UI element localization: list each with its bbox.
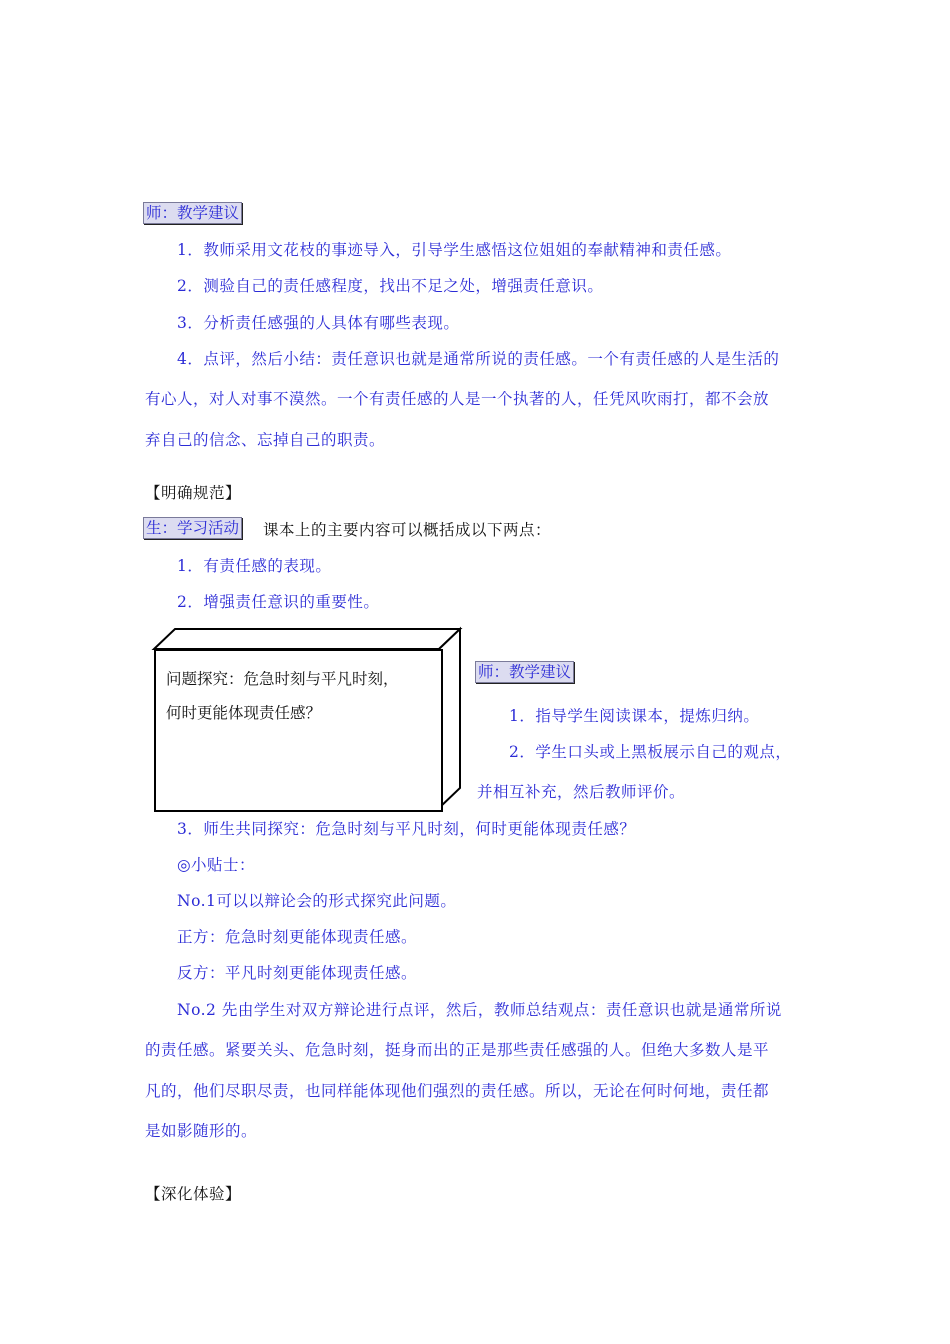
section-heading-deepen: 【深化体验】: [145, 1185, 242, 1203]
suggestion-item-2: 2．测验自己的责任感程度，找出不足之处，增强责任意识。: [177, 277, 604, 295]
tip-no2-line-2: 的责任感。紧要关头、危急时刻，挺身而出的正是那些责任感强的人。但绝大多数人是平: [145, 1041, 770, 1059]
side-item-2-cont: 并相互补充，然后教师评价。: [477, 783, 686, 801]
inquiry-box-line-1: 问题探究：危急时刻与平凡时刻，: [166, 670, 399, 688]
activity-intro: 课本上的主要内容可以概括成以下两点：: [263, 521, 552, 539]
side-item-2: 2．学生口头或上黑板展示自己的观点，: [509, 743, 792, 761]
tip-no2-line-3: 凡的，他们尽职尽责，也同样能体现他们强烈的责任感。所以，无论在何时何地，责任都: [145, 1082, 770, 1100]
suggestion-item-1: 1．教师采用文花枝的事迹导入，引导学生感悟这位姐姐的奉献精神和责任感。: [177, 241, 732, 259]
suggestion-item-4-cont-2: 弃自己的信念、忘掉自己的职责。: [145, 431, 386, 449]
tip-no1: No.1可以以辩论会的形式探究此问题。: [177, 892, 457, 910]
section-heading-norms: 【明确规范】: [145, 484, 242, 502]
activity-item-2: 2．增强责任意识的重要性。: [177, 593, 380, 611]
debate-pro: 正方：危急时刻更能体现责任感。: [177, 928, 418, 946]
suggestion-item-3: 3．分析责任感强的人具体有哪些表现。: [177, 314, 460, 332]
box-top-face: [154, 629, 460, 649]
tip-no2-line-4: 是如影随形的。: [145, 1122, 258, 1140]
side-item-1: 1．指导学生阅读课本，提炼归纳。: [509, 707, 760, 725]
debate-con: 反方：平凡时刻更能体现责任感。: [177, 964, 418, 982]
suggestion-item-4-cont-1: 有心人，对人对事不漠然。一个有责任感的人是一个执著的人，任凭风吹雨打，都不会放: [145, 390, 770, 408]
tip-no2-line-1: No.2 先由学生对双方辩论进行点评，然后，教师总结观点：责任意识也就是通常所说: [177, 1001, 782, 1019]
suggestion-item-4: 4．点评，然后小结：责任意识也就是通常所说的责任感。一个有责任感的人是生活的: [177, 350, 780, 368]
activity-item-1: 1．有责任感的表现。: [177, 557, 332, 575]
teaching-suggestion-tag: 师：教学建议: [143, 202, 242, 224]
joint-inquiry-item: 3．师生共同探究：危急时刻与平凡时刻，何时更能体现责任感？: [177, 820, 636, 838]
side-teaching-suggestion-tag: 师：教学建议: [475, 661, 574, 683]
learning-activity-tag: 生：学习活动: [143, 517, 242, 539]
tips-label: ◎小贴士：: [177, 856, 256, 874]
inquiry-box-line-2: 何时更能体现责任感？: [166, 704, 322, 722]
